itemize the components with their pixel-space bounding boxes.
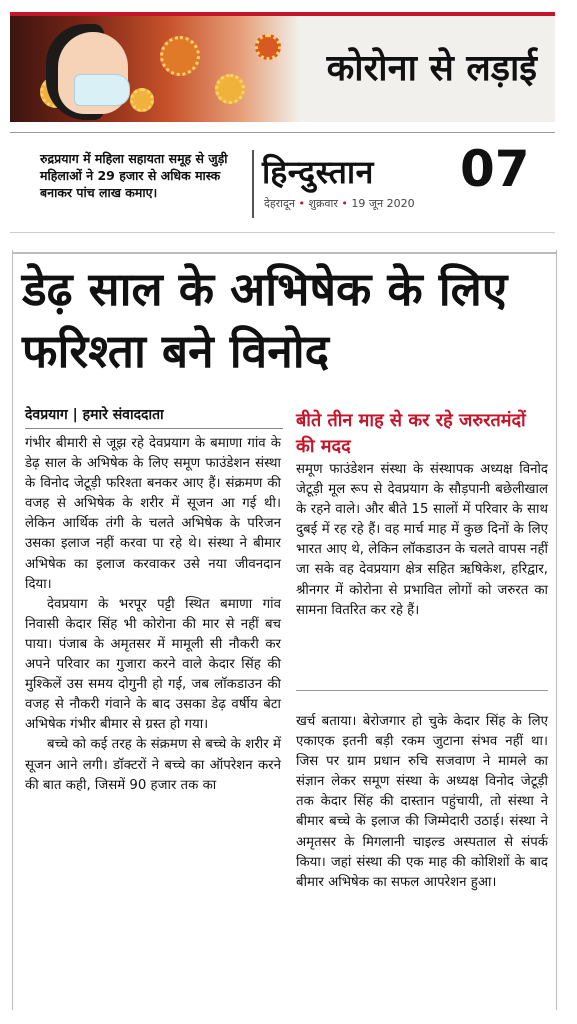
banner-title: कोरोना से लड़ाई (326, 48, 537, 89)
article-paragraph: खर्च बताया। बेरोजगार हो चुके केदार सिंह के लिए एकाएक इतनी बड़ी रकम जुटाना संभव नहीं था। जिस पर ग्राम प्रधान रुचि सजवाण ने मामले का संज्ञान लेकर समूण संस्था के अध्यक्ष विनोद जेटूड़ी तक केदार सिंह की दास्तान पहुंचायी, तो संस्था ने बीमार बच्चे के इलाज की जिम्मेदारी उठाई। संस्था ने अमृतसर के मिगलानी चाइल्ड अस्पताल से संपर्क किया। जहां संस्था की एक माह की कोशिशों के बाद बीमार अभिषेक का सफल आपरेशन हुआ। (296, 714, 548, 890)
article-byline: देवप्रयाग | हमारे संवाददाता (25, 407, 164, 423)
bullet-icon: • (341, 197, 352, 210)
article-frame-left (12, 250, 13, 1010)
teaser-text: रुद्रप्रयाग में महिला सहायता समूह से जुड़ी महिलाओं ने 29 हजार से अधिक मास्क बनाकर पांच लाख कमाए। (40, 151, 228, 200)
sidebar-box-text (296, 460, 548, 621)
page-number: 07 (460, 140, 530, 198)
sidebar-paragraph: समूण फाउंडेशन संस्था के संस्थापक अध्यक्ष विनोद जेटूड़ी मूल रूप से देवप्रयाग के सौड़पानी बछेलीखाल के रहने वाले। और बीते 15 सालों में परिवार के साथ दुबई में रह रहे हैं। वह मार्च माह में कुछ दिनों के लिए भारत आए थे, लेकिन लॉकडाउन के चलते वापस नहीं जा सके वह देवप्रयाग क्षेत्र सहित ऋषिकेश, हरिद्वार, श्रीनगर में कोरोना से प्रभावित लोगों को जरुरत का सामना वितरित कर रहे हैं। (296, 462, 548, 618)
article-paragraph: देवप्रयाग के भरपूर पट्टी स्थित बमाणा गांव निवासी केदार सिंह भी कोरोना की मार से नहीं बच पाया। पंजाब के अमृतसर में मामूली सी नौकरी कर अपने परिवार का गुजारा करने वाले केदार सिंह की मुश्किलें उस समय दोगुनी हो गई, जब लॉकडाउन की वजह से नौकरी गंवाने के बाद उसका डेढ़ वर्षीय बेटा अभिषेक गंभीर बीमार से ग्रस्त हो गया। (25, 596, 281, 733)
dateline-day: शुक्रवार (308, 197, 338, 210)
virus-icon (160, 36, 200, 76)
newspaper-name: हिन्दुस्तान (262, 153, 374, 191)
byline-rule (25, 428, 283, 429)
virus-icon (255, 34, 281, 60)
article-paragraph: गंभीर बीमारी से जूझ रहे देवप्रयाग के बमाणा गांव के डेढ़ साल के अभिषेक के लिए समूण फाउंडेशन संस्था के विनोद जेटूड़ी फरिश्ता बनकर आए हैं। संक्रमण की वजह से अभिषेक के शरीर में सूजन आ गई थी। लेकिन आर्थिक तंगी के चलते अभिषेक के परिजन उसका इलाज नहीं करवा पा रहे थे। संस्था ने बीमार अभिषेक का इलाज करवाकर उसे नया जीवनदान दिया। (25, 436, 281, 592)
corona-banner (10, 12, 555, 122)
face-mask-icon (74, 74, 130, 106)
article-column-right (296, 712, 548, 893)
article-column-left (25, 434, 281, 796)
dateline-city: देहरादून (264, 197, 295, 210)
virus-icon (215, 74, 245, 104)
article-frame-right (556, 250, 557, 1010)
sidebar-divider (296, 690, 548, 691)
vertical-divider (252, 150, 254, 218)
divider (10, 232, 555, 233)
article-frame-top (12, 252, 557, 254)
divider (10, 132, 555, 133)
bullet-icon: • (298, 197, 309, 210)
virus-icon (130, 88, 154, 112)
sidebar-subhead: बीते तीन माह से कर रहे जरुरतमंदों की मदद (296, 410, 526, 457)
banner-illustration (10, 16, 300, 122)
dateline-date: 19 जून 2020 (351, 197, 415, 210)
dateline (264, 196, 415, 211)
article-paragraph: बच्चे को कई तरह के संक्रमण से बच्चे के शरीर में सूजन आने लगी। डॉक्टरों ने बच्चे का ऑपरेशन करने की बात कही, जिसमें 90 हजार तक का (25, 737, 281, 793)
article-headline: डेढ़ साल के अभिषेक के लिए फरिश्ता बने विनोद (22, 262, 508, 378)
